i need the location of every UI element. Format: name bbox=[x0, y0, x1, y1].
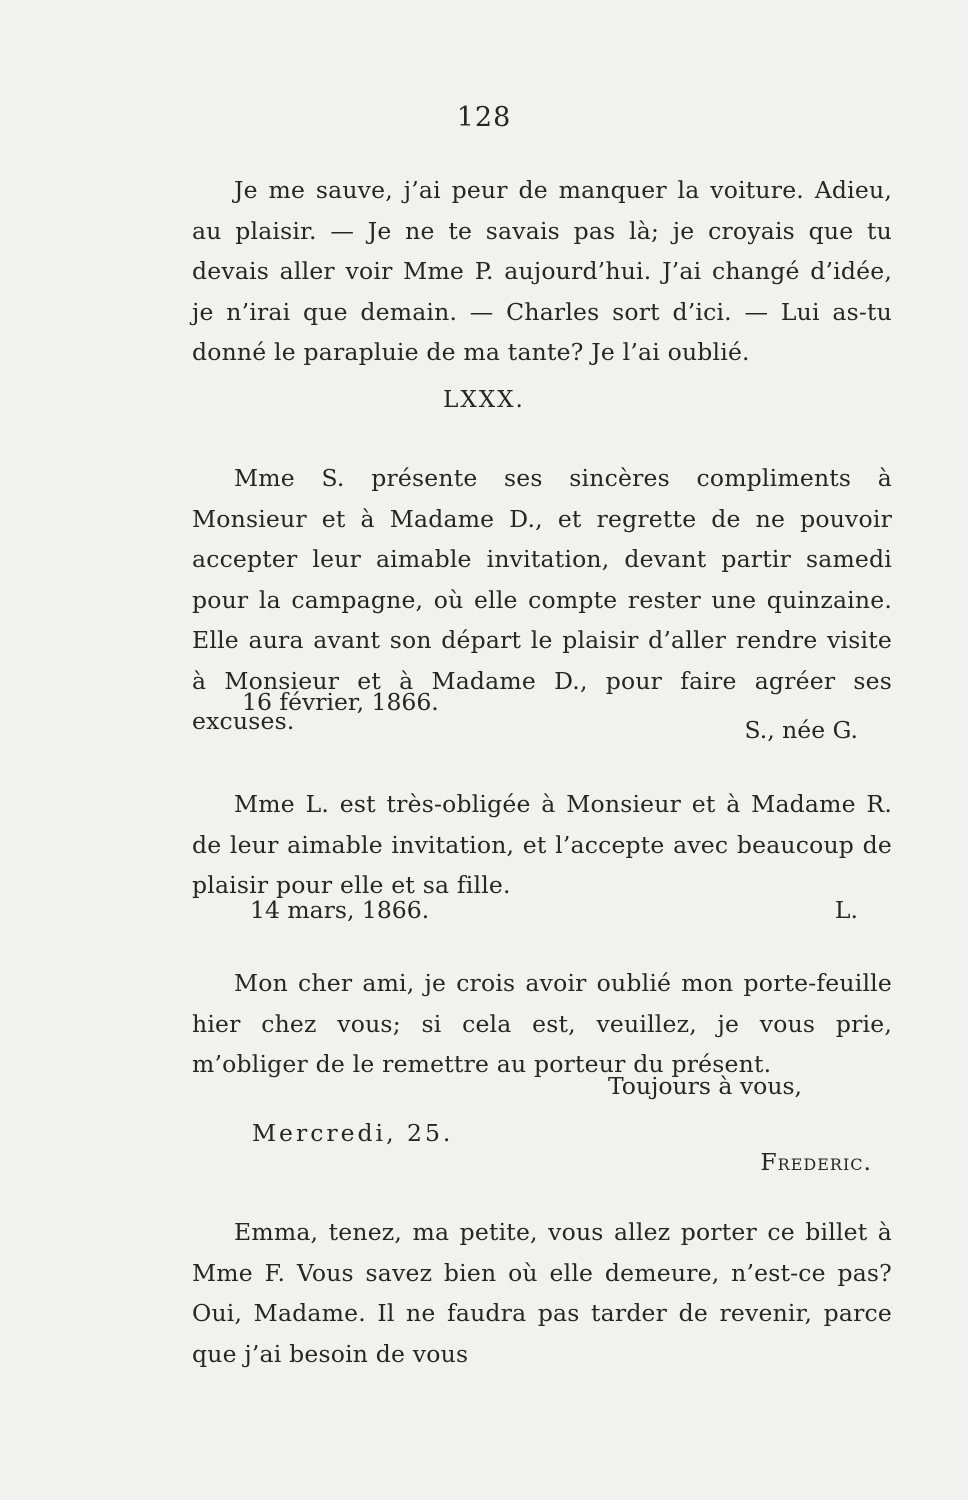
letter2-body: Mme L. est très-obligée à Monsieur et à Madame R. de leur aimable invitation, et l’accepte avec beaucoup de plaisir pour elle et sa fille. bbox=[192, 790, 892, 899]
letter2-signature: L. bbox=[834, 896, 858, 924]
letter1-signature: S., née G. bbox=[744, 716, 858, 744]
letter1-body: Mme S. présente ses sincères compliments à Monsieur et à Madame D., et regrette de ne pouvoir accepter leur aimable invitation, devant partir samedi pour la campagne, où elle compte rester une quinzaine. Elle aura avant son départ le plaisir d’aller rendre visite à Monsieur et à Madame D., pour faire agréer ses excuses. bbox=[192, 464, 892, 735]
final-paragraph: Emma, tenez, ma petite, vous allez porter ce billet à Mme F. Vous savez bien où elle demeure, n’est-ce pas? Oui, Madame. Il ne faudra pas tarder de revenir, parce que j’ai besoin de vous bbox=[192, 1218, 892, 1368]
letter3-body: Mon cher ami, je crois avoir oublié mon porte-feuille hier chez vous; si cela est, veuillez, je vous prie, m’obliger de le remettre au porteur du présent. bbox=[192, 969, 892, 1078]
letter3-date: Mercredi, 25. bbox=[252, 1119, 454, 1147]
letter2-date: 14 mars, 1866. bbox=[250, 896, 430, 924]
letter3-signature: Frederic. bbox=[760, 1148, 872, 1176]
intro-paragraph: Je me sauve, j’ai peur de manquer la voiture. Adieu, au plaisir. — Je ne te savais pas là; je croyais que tu devais aller voir Mme P. aujourd’hui. J’ai changé d’idée, je n’irai que demain. — Charles sort d’ici. — Lui as-tu donné le parapluie de ma tante? Je l’ai oublié. bbox=[192, 176, 892, 366]
letter1-date: 16 février, 1866. bbox=[242, 688, 439, 716]
letter3-closing: Toujours à vous, bbox=[607, 1072, 802, 1100]
section-heading: LXXX. bbox=[443, 387, 525, 413]
page-number: 128 bbox=[456, 102, 512, 133]
